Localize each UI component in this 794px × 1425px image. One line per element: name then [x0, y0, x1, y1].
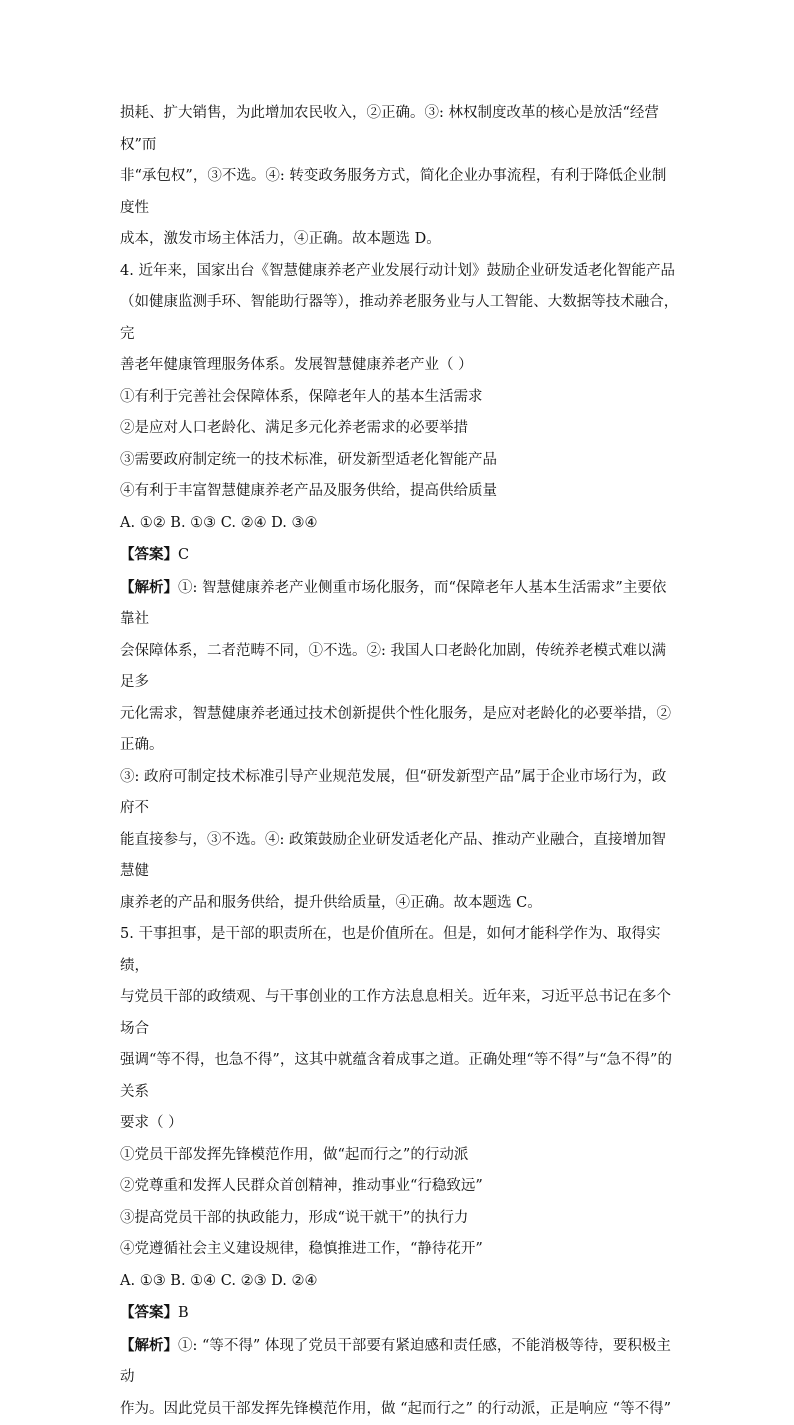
- answer-choices: A. ①② B. ①③ C. ②④ D. ③④: [120, 508, 680, 540]
- answer-label: 【答案】: [120, 546, 178, 563]
- statement-4: ④党遵循社会主义建设规律，稳慎推进工作，“静待花开”: [120, 1234, 680, 1266]
- analysis-line: 能直接参与，③不选。④: 政策鼓励企业研发适老化产品、推动产业融合，直接增加智慧健: [120, 825, 680, 888]
- answer-value: B: [178, 1305, 189, 1321]
- text-line: 损耗、扩大销售，为此增加农民收入，②正确。③: 林权制度改革的核心是放活“经营权”而: [120, 98, 680, 161]
- question-4: [120, 256, 680, 920]
- statement-3: ③需要政府制定统一的技术标准，研发新型适老化智能产品: [120, 445, 680, 477]
- answer-line: [120, 539, 680, 572]
- analysis-line: 元化需求，智慧健康养老通过技术创新提供个性化服务，是应对老龄化的必要举措，②正确。: [120, 699, 680, 762]
- analysis-text: ①: “等不得” 体现了党员干部要有紧迫感和责任感，不能消极等待，要积极主动: [120, 1338, 671, 1386]
- question-stem-line: 要求（ ）: [120, 1108, 680, 1140]
- document-page: [120, 98, 680, 1425]
- question-stem-line: 强调“等不得，也急不得”，这其中就蕴含着成事之道。正确处理“等不得”与“急不得”的关系: [120, 1045, 680, 1108]
- answer-value: C: [178, 547, 189, 563]
- analysis-line: [120, 1330, 680, 1394]
- analysis-line: 康养老的产品和服务供给，提升供给质量，④正确。故本题选 C。: [120, 888, 680, 920]
- text-line: 非“承包权”，③不选。④: 转变政务服务方式，简化企业办事流程，有利于降低企业制度性: [120, 161, 680, 224]
- answer-label: 【答案】: [120, 1304, 178, 1321]
- answer-choices: A. ①③ B. ①④ C. ②③ D. ②④: [120, 1266, 680, 1298]
- analysis-line: [120, 572, 680, 636]
- question-stem-line: 4. 近年来，国家出台《智慧健康养老产业发展行动计划》鼓励企业研发适老化智能产品: [120, 256, 680, 288]
- statement-4: ④有利于丰富智慧健康养老产品及服务供给，提高供给质量: [120, 476, 680, 508]
- statement-2: ②是应对人口老龄化、满足多元化养老需求的必要举措: [120, 413, 680, 445]
- answer-line: [120, 1297, 680, 1330]
- question-stem-line: 善老年健康管理服务体系。发展智慧健康养老产业（ ）: [120, 350, 680, 382]
- question-stem-line: 5. 干事担事，是干部的职责所在，也是价值所在。但是，如何才能科学作为、取得实绩，: [120, 919, 680, 982]
- intro-paragraph: [120, 98, 680, 256]
- analysis-line: 会保障体系，二者范畴不同，①不选。②: 我国人口老龄化加剧，传统养老模式难以满足多: [120, 636, 680, 699]
- analysis-line: 作为。因此党员干部发挥先锋模范作用，做 “起而行之” 的行动派，正是响应 “等不得”: [120, 1394, 680, 1425]
- analysis-text: ①: 智慧健康养老产业侧重市场化服务，而“保障老年人基本生活需求”主要依靠社: [120, 580, 666, 628]
- analysis-label: 【解析】: [120, 1337, 178, 1354]
- text-line: 成本，激发市场主体活力，④正确。故本题选 D。: [120, 224, 680, 256]
- question-stem-line: 与党员干部的政绩观、与干事创业的工作方法息息相关。近年来，习近平总书记在多个场合: [120, 982, 680, 1045]
- question-5: [120, 919, 680, 1425]
- statement-1: ①党员干部发挥先锋模范作用，做“起而行之”的行动派: [120, 1140, 680, 1172]
- statement-3: ③提高党员干部的执政能力，形成“说干就干”的执行力: [120, 1203, 680, 1235]
- analysis-line: ③: 政府可制定技术标准引导产业规范发展，但“研发新型产品”属于企业市场行为，政府不: [120, 762, 680, 825]
- analysis-label: 【解析】: [120, 579, 178, 596]
- statement-2: ②党尊重和发挥人民群众首创精神，推动事业“行稳致远”: [120, 1171, 680, 1203]
- statement-1: ①有利于完善社会保障体系，保障老年人的基本生活需求: [120, 382, 680, 414]
- question-stem-line: （如健康监测手环、智能助行器等），推动养老服务业与人工智能、大数据等技术融合，完: [120, 287, 680, 350]
